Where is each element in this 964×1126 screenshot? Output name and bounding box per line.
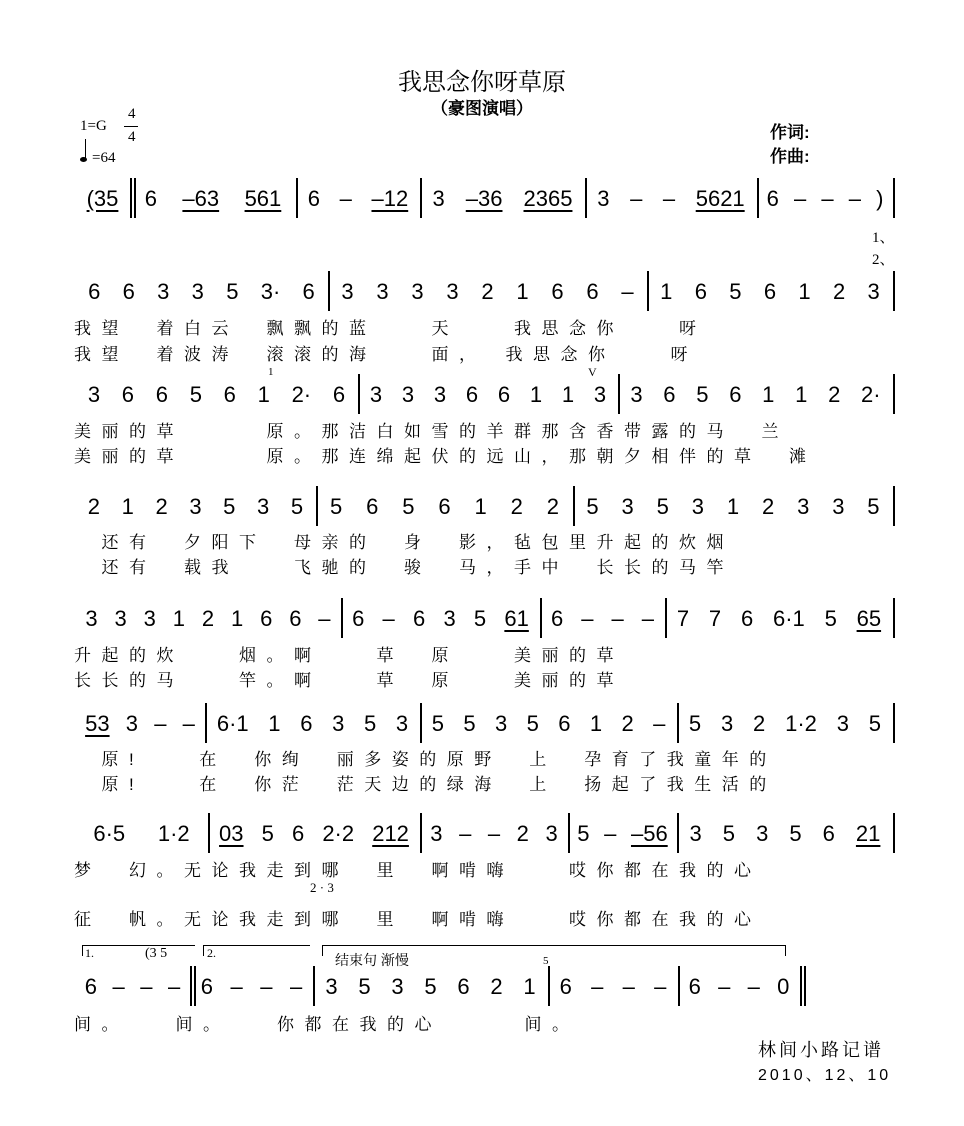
measure — [207, 707, 418, 741]
note: –56 — [630, 821, 668, 846]
bar-line — [757, 178, 759, 218]
note: 1 — [561, 382, 575, 407]
note: 5 — [290, 494, 304, 519]
note: – — [604, 821, 617, 846]
measure — [550, 970, 676, 1004]
note: 3 — [191, 279, 204, 304]
note: – — [230, 974, 243, 999]
lyric-line: 征 帆。无论我走到哪 里 啊啃嗨 哎你都在我的心 — [74, 910, 762, 929]
lyric-line: 梦 幻。无论我走到哪 里 啊啃嗨 哎你都在我的心 — [74, 861, 762, 880]
note: 6 — [291, 821, 305, 846]
bar-line — [585, 178, 587, 218]
note: 6 — [763, 279, 777, 304]
bar-line — [205, 703, 207, 743]
measure — [77, 970, 188, 1004]
note: 1 — [474, 494, 487, 519]
note: 6 — [84, 974, 97, 999]
note: – — [747, 974, 760, 999]
note: – — [662, 186, 676, 211]
note: 2 — [510, 494, 523, 519]
verse-marker-2: 2、 — [872, 252, 895, 268]
note: 5 — [329, 494, 343, 519]
note: 3 — [143, 606, 156, 631]
bar-line — [341, 598, 343, 638]
note: 2 — [832, 279, 846, 304]
ending-pickup-notes: (3 5 — [145, 946, 168, 961]
note: 6 — [307, 186, 321, 211]
measure — [759, 182, 891, 216]
note: 1 — [762, 382, 775, 407]
song-title: 我思念你呀草原 — [398, 69, 566, 96]
note: 2· — [861, 382, 881, 407]
score-row — [0, 707, 964, 741]
lyric-line: 原! 在 你绚 丽多姿的原野 上 孕育了我童年的 — [74, 750, 777, 769]
note: 6 — [200, 974, 213, 999]
note: 3 — [391, 974, 404, 999]
note: – — [318, 606, 331, 631]
grace-note: 1 — [268, 366, 274, 378]
note: – — [168, 974, 181, 999]
note: 2 — [490, 974, 503, 999]
note: 1 — [798, 279, 811, 304]
note: 6 — [260, 606, 273, 631]
note: 6 — [559, 974, 572, 999]
note: 5 — [868, 711, 882, 736]
note: –63 — [182, 186, 220, 211]
note: 3 — [332, 711, 345, 736]
note: 6·1 — [772, 606, 805, 631]
note: – — [653, 711, 666, 736]
note: 1 — [268, 711, 281, 736]
measure — [298, 182, 418, 216]
measure — [343, 602, 538, 636]
note: – — [821, 186, 834, 211]
measure — [542, 602, 663, 636]
note: 5 — [473, 606, 487, 631]
note: 2 — [546, 494, 560, 519]
breath-mark: V — [588, 365, 597, 379]
note: 6 — [551, 606, 564, 631]
note: 3 — [597, 186, 610, 211]
note: 5 — [402, 494, 415, 519]
note: 1 — [529, 382, 543, 407]
first-ending-label: 1. — [85, 946, 94, 960]
measure — [132, 182, 294, 216]
note: 2 — [481, 279, 494, 304]
note: 6 — [289, 606, 302, 631]
note: 1 — [795, 382, 808, 407]
bar-line — [420, 703, 422, 743]
lyric-line: 我望 着波涛 滚滚的海 面， 我思念你 呀 — [74, 345, 698, 364]
bar-line — [893, 598, 895, 638]
lyric-line: 原! 在 你茫 茫天边的绿海 上 扬起了我生活的 — [74, 775, 777, 794]
note: – — [591, 974, 604, 999]
note: 6 — [465, 382, 479, 407]
bar-line — [893, 178, 895, 218]
note: – — [182, 711, 195, 736]
measure — [330, 275, 645, 309]
note: 6 — [740, 606, 754, 631]
note: 212 — [372, 821, 409, 846]
note: 5 — [431, 711, 444, 736]
note: 5 — [577, 821, 590, 846]
measure — [649, 275, 891, 309]
score-row — [0, 817, 964, 851]
note: 1 — [726, 494, 740, 519]
bar-line — [548, 966, 550, 1006]
note: 3 — [689, 821, 702, 846]
transcription-date: 2010、12、10 — [758, 1067, 892, 1084]
lyric-line: 美丽的草 原。那连绵起伏的远山，那朝夕相伴的草 滩 — [74, 447, 817, 466]
note: 2· — [291, 382, 312, 407]
time-signature-line — [124, 126, 138, 127]
note: –12 — [371, 186, 409, 211]
note: 5 — [656, 494, 669, 519]
note: 5 — [867, 494, 880, 519]
note: – — [654, 974, 667, 999]
bar-line — [130, 178, 132, 218]
note: (35 — [86, 186, 119, 211]
measure — [679, 817, 891, 851]
coda-label: 结束句 渐慢 — [335, 952, 409, 968]
measure — [77, 707, 203, 741]
note: 3 — [446, 279, 459, 304]
note: 1 — [660, 279, 673, 304]
note: – — [459, 821, 472, 846]
note: – — [339, 186, 352, 211]
note: 2 — [621, 711, 634, 736]
bar-line — [893, 813, 895, 853]
note: 5 — [261, 821, 274, 846]
note: 6 — [729, 382, 742, 407]
second-ending-bracket — [203, 945, 310, 956]
bar-line — [208, 813, 210, 853]
bar-line — [893, 374, 895, 414]
note: 3 — [756, 821, 769, 846]
note: 5 — [226, 279, 239, 304]
note: 5 — [526, 711, 539, 736]
note: – — [382, 606, 395, 631]
note: 3 — [797, 494, 810, 519]
note: 3 — [401, 382, 415, 407]
note: 3 — [157, 279, 170, 304]
bar-line — [358, 374, 360, 414]
note: 6 — [155, 382, 168, 407]
note: 61 — [504, 606, 529, 631]
time-signature-top: 4 — [128, 106, 136, 122]
note: 2 — [761, 494, 775, 519]
note: ) — [876, 186, 884, 211]
note: 1·2 — [157, 821, 190, 846]
note: 6 — [663, 382, 676, 407]
bar-line — [568, 813, 570, 853]
bar-line — [893, 703, 895, 743]
measure — [77, 817, 206, 851]
note: – — [290, 974, 303, 999]
note: 3 — [114, 606, 127, 631]
note: 3 — [411, 279, 424, 304]
note: 3 — [630, 382, 643, 407]
bar-line — [540, 598, 542, 638]
note: 3· — [260, 279, 281, 304]
bar-line — [190, 966, 192, 1006]
note: 6 — [144, 186, 157, 211]
note: – — [260, 974, 273, 999]
measure — [575, 490, 891, 524]
bar-line — [328, 271, 330, 311]
measure — [680, 970, 798, 1004]
note: 21 — [855, 821, 881, 846]
measure — [587, 182, 755, 216]
quarter-note-head-icon — [80, 157, 87, 162]
measure — [318, 490, 571, 524]
measure — [422, 182, 583, 216]
bar-line — [893, 271, 895, 311]
note: 53 — [85, 711, 110, 736]
note: 3 — [189, 494, 202, 519]
note: 1 — [523, 974, 536, 999]
composer-label: 作曲: — [770, 147, 810, 166]
note: – — [622, 974, 635, 999]
lyric-line: 美丽的草 原。那洁白如雪的羊群那含香带露的马 兰 — [74, 422, 789, 441]
note: 1 — [121, 494, 134, 519]
alternate-notes: 2 · 3 — [310, 880, 334, 895]
note: 3 — [691, 494, 704, 519]
measure — [77, 182, 128, 216]
note: 2 — [155, 494, 168, 519]
bar-line — [647, 271, 649, 311]
note: 03 — [219, 821, 244, 846]
lyric-line: 长长的马 竿。啊 草 原 美丽的草 — [74, 671, 624, 690]
measure — [77, 275, 326, 309]
note: 3 — [443, 606, 456, 631]
song-subtitle: （豪图演唱） — [431, 99, 533, 118]
note: – — [630, 186, 643, 211]
score-row — [0, 602, 964, 636]
lyric-line: 我望 着白云 飘飘的蓝 天 我思念你 呀 — [74, 319, 707, 338]
note: –36 — [465, 186, 503, 211]
note: 5 — [696, 382, 709, 407]
note: 7 — [676, 606, 690, 631]
note: 3 — [621, 494, 634, 519]
note: – — [487, 821, 501, 846]
note: 6 — [300, 711, 313, 736]
bar-line — [677, 813, 679, 853]
note: 6 — [438, 494, 451, 519]
bar-line — [893, 486, 895, 526]
note: 5 — [424, 974, 437, 999]
note: 6 — [766, 186, 779, 211]
note: – — [611, 606, 624, 631]
note: 3 — [325, 974, 338, 999]
note: 3 — [720, 711, 734, 736]
note: 2·2 — [322, 821, 355, 846]
note: 5 — [824, 606, 837, 631]
note: 6 — [457, 974, 470, 999]
first-ending-bracket — [82, 945, 195, 956]
score-row — [0, 970, 964, 1004]
bar-line — [800, 966, 802, 1006]
note: 2 — [828, 382, 841, 407]
measure — [77, 378, 356, 412]
measure — [192, 970, 311, 1004]
note: 3 — [545, 821, 558, 846]
measure — [360, 378, 616, 412]
note: 7 — [708, 606, 722, 631]
note: 6 — [332, 382, 346, 407]
bar-line — [296, 178, 298, 218]
note: 6 — [822, 821, 835, 846]
note: 6 — [121, 382, 135, 407]
note: 3 — [433, 382, 447, 407]
score-row — [0, 378, 964, 412]
note: 6·5 — [93, 821, 126, 846]
note: – — [581, 606, 594, 631]
note: 3 — [432, 186, 445, 211]
note: 0 — [777, 974, 790, 999]
note: 1 — [589, 711, 603, 736]
note: 1 — [516, 279, 529, 304]
note: 5621 — [695, 186, 745, 211]
note: – — [112, 974, 125, 999]
bar-line — [618, 374, 620, 414]
note: – — [793, 186, 807, 211]
bar-line — [677, 703, 679, 743]
note: 6 — [88, 279, 101, 304]
lyric-line: 还有 夕阳下 母亲的 身 影，毡包里升起的炊烟 — [74, 533, 734, 552]
measure — [315, 970, 546, 1004]
note: 2 — [753, 711, 766, 736]
note: – — [718, 974, 731, 999]
note: 3 — [593, 382, 607, 407]
bar-line — [313, 966, 315, 1006]
note: 6 — [366, 494, 379, 519]
note: 6 — [551, 279, 564, 304]
verse-marker-1: 1、 — [872, 230, 895, 246]
lyric-line: 还有 载我 飞驰的 骏 马，手中 长长的马竿 — [74, 558, 734, 577]
time-signature-bottom: 4 — [128, 129, 136, 145]
note: – — [848, 186, 861, 211]
note: 2 — [201, 606, 215, 631]
lyricist-label: 作词: — [770, 123, 810, 142]
note: 6 — [688, 974, 701, 999]
note: 2365 — [523, 186, 573, 211]
note: 561 — [244, 186, 282, 211]
note: 5 — [789, 821, 802, 846]
note: 1 — [172, 606, 185, 631]
note: 3 — [832, 494, 845, 519]
note: 5 — [358, 974, 371, 999]
grace-note-5: 5 — [543, 955, 549, 967]
note: 5 — [463, 711, 476, 736]
note: – — [140, 974, 153, 999]
note: 6 — [694, 279, 707, 304]
note: 6 — [558, 711, 571, 736]
note: 3 — [257, 494, 270, 519]
note: 3 — [836, 711, 849, 736]
note: 6 — [497, 382, 511, 407]
note: 3 — [430, 821, 443, 846]
measure — [620, 378, 891, 412]
measure — [210, 817, 418, 851]
lyric-line: 升起的炊 烟。啊 草 原 美丽的草 — [74, 646, 624, 665]
bar-line — [678, 966, 680, 1006]
score-row — [0, 275, 964, 309]
note: 6 — [122, 279, 135, 304]
note: 3 — [376, 279, 389, 304]
note: 65 — [856, 606, 882, 631]
note: 1·2 — [785, 711, 817, 736]
bar-line — [316, 486, 318, 526]
note: – — [641, 606, 654, 631]
measure — [422, 817, 566, 851]
note: 5 — [688, 711, 702, 736]
note: 5 — [586, 494, 599, 519]
note: 6 — [302, 279, 315, 304]
measure — [422, 707, 675, 741]
note: 2 — [87, 494, 101, 519]
note: 3 — [87, 382, 101, 407]
measure — [570, 817, 675, 851]
note: 6 — [413, 606, 426, 631]
note: 6·1 — [216, 711, 249, 736]
note: 3 — [867, 279, 880, 304]
measure — [667, 602, 891, 636]
note: 6 — [223, 382, 236, 407]
measure — [679, 707, 891, 741]
bar-line — [420, 178, 422, 218]
note: 3 — [125, 711, 139, 736]
note: 1 — [230, 606, 244, 631]
note: 5 — [729, 279, 742, 304]
note: 5 — [722, 821, 736, 846]
transcriber-credit: 林间小路记谱 — [758, 1040, 884, 1060]
key-signature: 1=G — [80, 118, 107, 134]
note: 5 — [189, 382, 202, 407]
note: 5 — [223, 494, 236, 519]
note: 3 — [369, 382, 383, 407]
note: 5 — [364, 711, 377, 736]
bar-line — [665, 598, 667, 638]
note: 6 — [352, 606, 365, 631]
score-row — [0, 490, 964, 524]
lyric-line: 间。 间。 你都在我的心 间。 — [74, 1015, 580, 1034]
note: 3 — [85, 606, 98, 631]
note: – — [621, 279, 634, 304]
tempo: =64 — [92, 150, 116, 166]
note: 3 — [494, 711, 508, 736]
second-ending-label: 2. — [207, 946, 216, 960]
note: 3 — [395, 711, 409, 736]
measure — [77, 602, 339, 636]
bar-line — [420, 813, 422, 853]
measure — [77, 490, 314, 524]
note: 3 — [341, 279, 354, 304]
note: – — [154, 711, 167, 736]
note: 1 — [257, 382, 270, 407]
bar-line — [573, 486, 575, 526]
score-row — [0, 182, 964, 216]
note: 6 — [586, 279, 599, 304]
note: 2 — [516, 821, 529, 846]
